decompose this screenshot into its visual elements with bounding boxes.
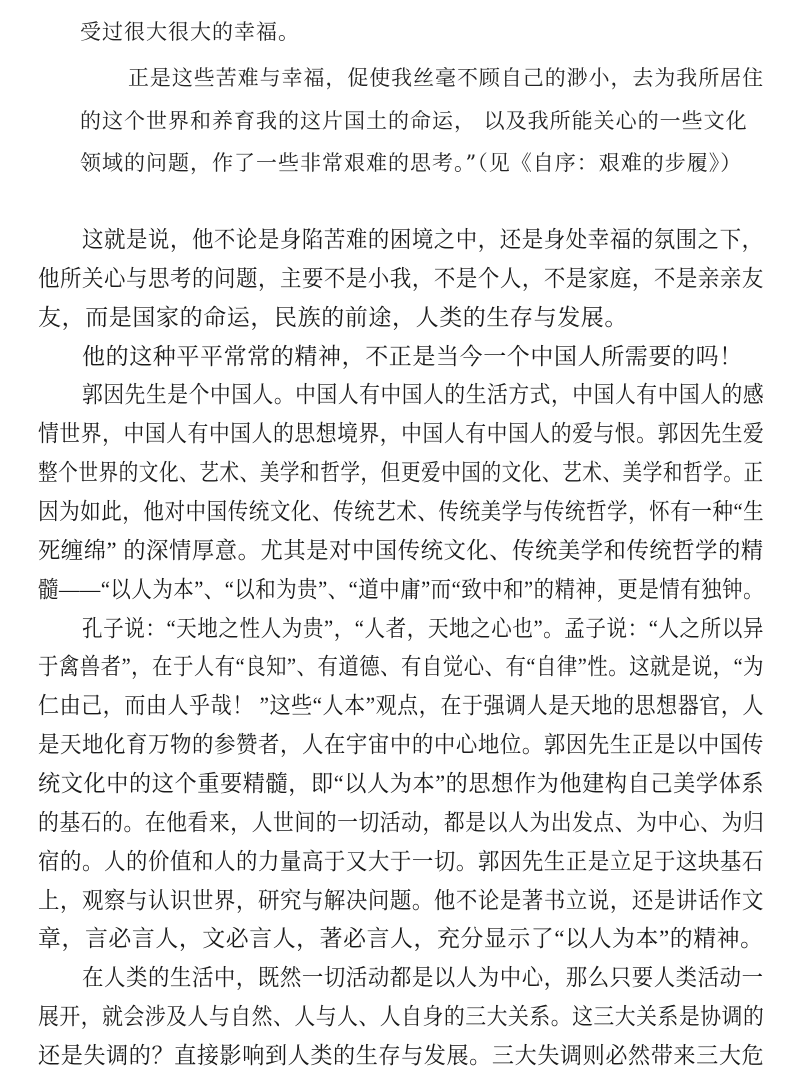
paragraph-line: 孔子说：“天地之性人为贵”，“人者，天地之心也”。孟子说：“人之所以异: [82, 616, 765, 641]
paragraph-line: 还是失调的？直接影响到人类的生存与发展。三大失调则必然带来三大危: [38, 1043, 765, 1068]
paragraph-line: 的基石的。在他看来，人世间的一切活动，都是以人为出发点、为中心、为归: [38, 810, 765, 835]
paragraph-line: 这就是说，他不论是身陷苦难的困境之中，还是身处幸福的氛围之下，: [82, 227, 764, 252]
paragraph-line: 郭因先生是个中国人。中国人有中国人的生活方式，中国人有中国人的感: [82, 382, 765, 407]
paragraph-line: 上，观察与认识世界，研究与解决问题。他不论是著书立说，还是讲话作文: [38, 888, 764, 913]
paragraph-line: 髓——“以人为本”、“以和为贵”、“道中庸”而“致中和”的精神，更是情有独钟。: [38, 577, 765, 602]
paragraph-line: 是天地化育万物的参赞者，人在宇宙中的中心地位。郭因先生正是以中国传: [38, 732, 764, 757]
quote-line: 受过很大很大的幸福。: [80, 20, 300, 44]
paragraph-line: 在人类的生活中，既然一切活动都是以人为中心，那么只要人类活动一: [82, 965, 764, 990]
paragraph-line: 他的这种平平常常的精神，不正是当今一个中国人所需要的吗！: [82, 344, 743, 369]
paragraph-line: 展开，就会涉及人与自然、人与人、人自身的三大关系。这三大关系是协调的: [38, 1004, 765, 1029]
paragraph-line: 整个世界的文化、艺术、美学和哲学，但更爱中国的文化、艺术、美学和哲学。正: [38, 460, 764, 485]
paragraph-line: 仁由己，而由人乎哉！ ”这些“人本”观点，在于强调人是天地的思想器官，人: [38, 693, 765, 718]
paragraph-line: 友，而是国家的命运，民族的前途，人类的生存与发展。: [38, 305, 628, 330]
paragraph-line: 于禽兽者”，在于人有“良知”、有道德、有自觉心、有“自律”性。这就是说，“为: [38, 654, 765, 679]
quote-line: 正是这些苦难与幸福，促使我丝毫不顾自己的渺小，去为我所居住: [128, 66, 765, 90]
paragraph-line: 他所关心与思考的问题，主要不是小我，不是个人，不是家庭，不是亲亲友: [38, 266, 764, 291]
paragraph-line: 因为如此，他对中国传统文化、传统艺术、传统美学与传统哲学，怀有一种“生: [38, 499, 765, 524]
quote-line: 的这个世界和养育我的这片国土的命运， 以及我所能关心的一些文化: [80, 109, 748, 133]
quote-line: 领域的问题，作了一些非常艰难的思考。”（见《自序：艰难的步履》）: [80, 151, 743, 175]
paragraph-line: 宿的。人的价值和人的力量高于又大于一切。郭因先生正是立足于这块基石: [38, 849, 764, 874]
paragraph-line: 死缠绵” 的深情厚意。尤其是对中国传统文化、传统美学和传统哲学的精: [38, 538, 764, 563]
paragraph-line: 章，言必言人，文必言人，著必言人，充分显示了“以人为本”的精神。: [38, 926, 764, 951]
paragraph-line: 情世界，中国人有中国人的思想境界，中国人有中国人的爱与恨。郭因先生爱: [38, 421, 765, 446]
paragraph-line: 统文化中的这个重要精髓，即“以人为本”的思想作为他建构自己美学体系: [38, 771, 765, 796]
